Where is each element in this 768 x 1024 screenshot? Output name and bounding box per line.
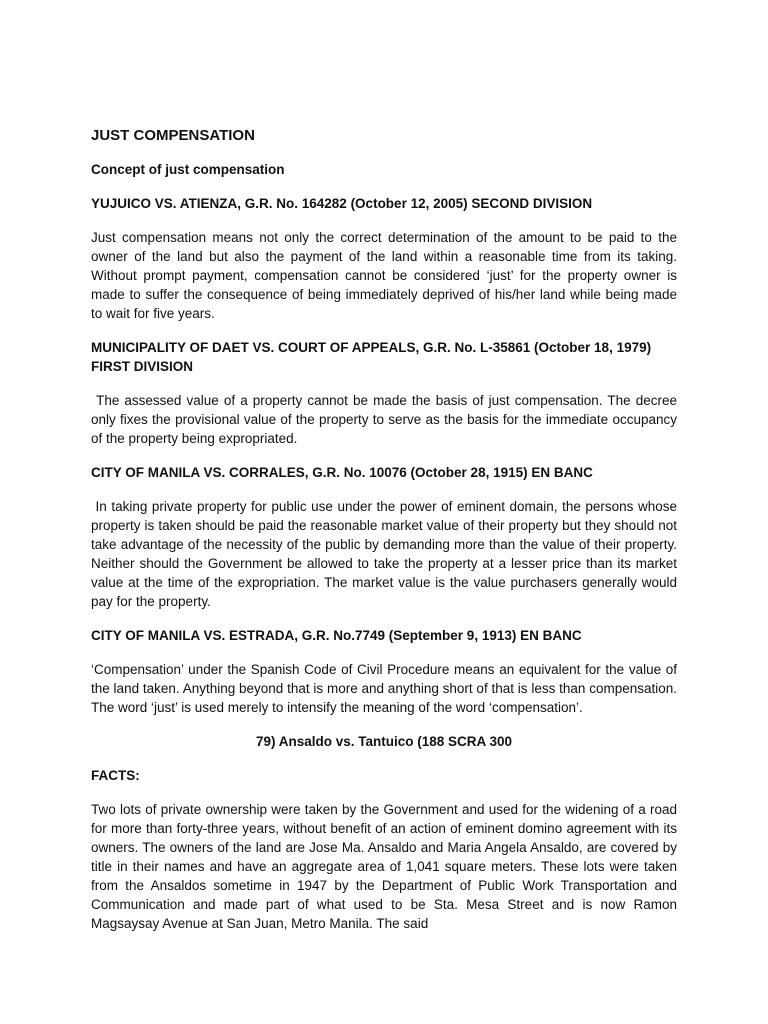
case-heading-ansaldo: 79) Ansaldo vs. Tantuico (188 SCRA 300 <box>255 734 513 749</box>
case-heading-estrada: CITY OF MANILA VS. ESTRADA, G.R. No.7749 (September 9, 1913) EN BANC <box>91 628 582 643</box>
case-heading-yujuico: YUJUICO VS. ATIENZA, G.R. No. 164282 (October 12, 2005) SECOND DIVISION <box>91 196 593 211</box>
document-title: JUST COMPENSATION <box>91 127 255 144</box>
facts-label: FACTS: <box>91 768 140 783</box>
case-heading-corrales: CITY OF MANILA VS. CORRALES, G.R. No. 10076 (October 28, 1915) EN BANC <box>91 465 593 480</box>
case-text-yujuico: Just compensation means not only the correct determination of the amount to be paid to the owner of the land but also the payment of the land within a reasonable time from its taking. Without prompt payment, compensation cannot be considered ‘just’ for the property owner is made to suffer the consequence of being immediately deprived of his/her land while being made to wait for five years. <box>91 230 677 321</box>
case-text-ansaldo: Two lots of private ownership were taken by the Government and used for the widening of a road for more than forty-three years, without benefit of an action of eminent domino agreement with its owners. The owners of the land are Jose Ma. Ansaldo and Maria Angela Ansaldo, are covered by title in their names and have an aggregate area of 1,041 square meters. These lots were taken from the Ansaldos sometime in 1947 by the Department of Public Work Transportation and Communication and made part of what used to be Sta. Mesa Street and is now Ramon Magsaysay Avenue at San Juan, Metro Manila. The said <box>91 802 677 931</box>
case-text-corrales: In taking private property for public use under the power of eminent domain, the persons whose property is taken should be paid the reasonable market value of their property but they should not take advantage of the necessity of the public by demanding more than the value of their property. Neither should the Government be allowed to take the property at a lesser price than its market value at the time of the expropriation. The market value is the value purchasers generally would pay for the property. <box>91 499 681 609</box>
section-heading: Concept of just compensation <box>91 162 285 177</box>
case-text-estrada: ‘Compensation’ under the Spanish Code of Civil Procedure means an equivalent for the value of the land taken. Anything beyond that is more and anything short of that is less than compensation. The word ‘just’ is used merely to intensify the meaning of the word ‘compensation’. <box>91 662 677 715</box>
case-text-daet: The assessed value of a property cannot be made the basis of just compensation. The decree only fixes the provisional value of the property to serve as the basis for the immediate occupancy of the property being expropriated. <box>91 393 681 446</box>
case-heading-daet: MUNICIPALITY OF DAET VS. COURT OF APPEALS, G.R. No. L-35861 (October 18, 1979) FIRST DIVISION <box>91 340 652 374</box>
